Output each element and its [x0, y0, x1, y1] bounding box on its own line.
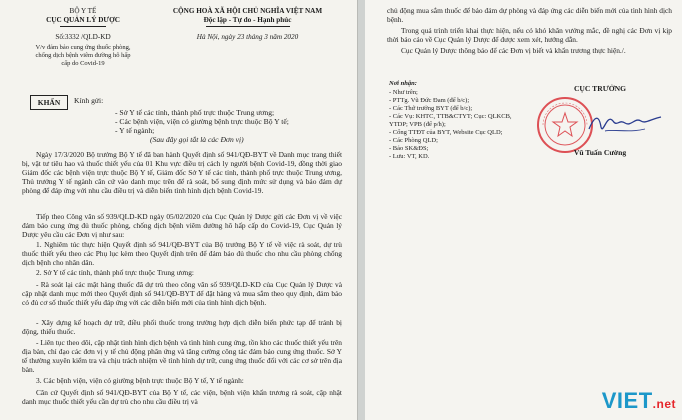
recipient-line: - Sở Y tế các tỉnh, thành phố trực thuộc Trung ương;: [115, 108, 275, 117]
document-number: Số:3332 /QLD-KD: [55, 33, 111, 41]
header-underline-left: [60, 26, 106, 27]
paragraph: - Rà soát lại các mặt hàng thuốc đã dự trù theo công văn số 939/QLD-KD của Cục Quản lý Dược và cập nhật danh mục mới theo Quyết định số 941/QĐ-BYT để đặt hàng và mua sắm theo quy định, đảm bảo có đủ cơ số thuốc thiết yếu đáp ứng với các diễn biến mới của tình hình dịch bệnh.: [22, 280, 342, 308]
paragraph: chủ động mua sắm thuốc để bảo đảm dự phòng và đáp ứng các diễn biến mới của tình hình dịch bệnh.: [387, 6, 672, 25]
paragraph: - Xây dựng kế hoạch dự trữ, điều phối thuốc trong trường hợp dịch diễn biến phức tạp để tránh bị động, thiếu thuốc.: [22, 318, 342, 337]
document-page-2: [365, 0, 682, 420]
issue-date: Hà Nội, ngày 23 tháng 3 năm 2020: [196, 33, 299, 41]
cc-item: - Các Phòng QLD;: [389, 137, 438, 144]
kinh-gui-label: Kính gửi:: [74, 96, 104, 105]
vietnamnet-watermark-logo: [602, 388, 676, 414]
noi-nhan-label: Nơi nhận:: [389, 80, 417, 87]
signer-title: CỤC TRƯỞNG: [573, 84, 627, 93]
cc-item: - Cổng TTĐT của BYT, Website Cục QLD;: [389, 129, 503, 136]
subject-line-3: cấp do Covid-19: [61, 60, 105, 67]
subject-line-1: V/v đảm bảo cung ứng thuốc phòng,: [35, 44, 131, 51]
handwritten-signature: [585, 107, 665, 139]
paragraph: Trong quá trình triển khai thực hiện, nếu có khó khăn vướng mắc, đề nghị các Đơn vị kịp thời báo cáo về Cục Quản lý Dược để được xem xét, hướng dẫn.: [387, 26, 672, 45]
paragraph: 2. Sở Y tế các tỉnh, thành phố trực thuộc Trung ương:: [36, 268, 194, 277]
paragraph: 3. Các bệnh viện, viện có giường bệnh trực thuộc Bộ Y tế, Y tế ngành:: [36, 376, 244, 385]
cc-item: - Lưu: VT, KD.: [389, 153, 430, 160]
cc-item: - Bảo SK&ĐS;: [389, 145, 429, 152]
paragraph: Ngày 17/3/2020 Bộ trưởng Bộ Y tế đã ban hành Quyết định số 941/QĐ-BYT về Danh mục trang thiết bị, vật tư tiêu hao và thuốc thiết yếu của 01 Khu vực điều trị cách ly người bệnh Covid-19, đồng thời giao Giám đốc các bệnh viện trực thuộc Bộ Y tế, Giám đốc Sở Y tế các tỉnh, thành phố trực thuộc Trung ương, Thủ trưởng Y tế ngành căn cứ vào danh mục trên để rà soát, bổ sung định mức sử dụng và bảo đảm dự phòng để đáp ứng với nhu cầu điều trị và diễn biến tình hình dịch bệnh Covid-19.: [22, 150, 342, 196]
cc-item: - Như trên;: [389, 89, 418, 96]
recipient-line: - Các bệnh viện, viện có giường bệnh trực thuộc Bộ Y tế;: [115, 117, 289, 126]
subject-line-2: chống dịch bệnh viêm đường hô hấp: [35, 52, 131, 59]
department-name: CỤC QUẢN LÝ DƯỢC: [46, 16, 120, 24]
recipient-line: - Y tế ngành;: [115, 126, 155, 135]
signer-name: Vũ Tuấn Cường: [573, 148, 627, 157]
cc-item: - PTTg. Vũ Đức Đam (để b/c);: [389, 97, 470, 104]
ministry-name: BỘ Y TẾ: [69, 7, 97, 15]
header-underline-right: [206, 26, 290, 27]
watermark-suffix: .net: [652, 397, 676, 411]
paragraph: Tiếp theo Công văn số 939/QLD-KD ngày 05/02/2020 của Cục Quản lý Dược gửi các Đơn vị về việc đảm bảo cung ứng đủ thuốc phòng, chống dịch bệnh viêm đường hô hấp cấp do Covid-19, Cục Quản lý Dược yêu cầu các Đơn vị như sau:: [22, 212, 342, 240]
cc-item: YTDP; VPB (để p/h);: [389, 121, 446, 128]
urgent-box: KHẨN: [30, 95, 68, 110]
watermark-main: VIET: [601, 388, 653, 413]
paragraph: Căn cứ Quyết định số 941/QĐ-BYT của Bộ Y tế, các viện, bệnh viện khẩn trương rà soát, cập nhật danh mục thuốc thiết yếu cần dự trù cho nhu cầu điều trị và: [22, 388, 342, 407]
paragraph: Cục Quản lý Dược thông báo để các Đơn vị biết và khẩn trương thực hiện./.: [401, 46, 626, 55]
motto: Độc lập - Tự do - Hạnh phúc: [203, 16, 292, 24]
paragraph: - Liên tục theo dõi, cập nhật tình hình dịch bệnh và tình hình cung ứng, tồn kho các thuốc thiết yếu trên địa bàn, chỉ đạo các đơn vị y tế chủ động phân ứng và tăng cường công tác đảm bảo cung ứng thuốc. Sở Y tế thường xuyên kiểm tra và chịu trách nhiệm về tình hình dự trữ, cung ứng thuốc đối với các cơ sở trên địa bàn.: [22, 338, 342, 375]
nation-title: CỘNG HOÀ XÃ HỘI CHỦ NGHĨA VIỆT NAM: [172, 7, 323, 15]
paragraph: 1. Nghiêm túc thực hiện Quyết định số 941/QĐ-BYT của Bộ trưởng Bộ Y tế về việc rà soát, dự trù thuốc thiết yếu theo các Phụ lục kèm theo Quyết định trên để đảm bảo đủ thuốc cho nhu cầu phòng chống dịch bệnh cho nhân dân.: [22, 240, 342, 268]
cc-item: - Các Thứ trưởng BYT (để b/c);: [389, 105, 473, 112]
recipient-note: (Sau đây gọi tắt là các Đơn vị): [150, 135, 244, 144]
cc-item: - Các Vụ: KHTC, TTB&CTYT; Cục: QLKCB,: [389, 113, 512, 120]
